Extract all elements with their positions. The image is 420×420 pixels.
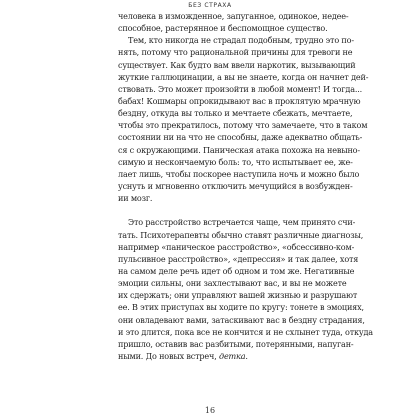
text-line: ее. В этих приступах вы ходите по кругу: тонете в эмоциях,	[118, 302, 364, 313]
text-line: тать. Психотерапевты обычно ставят различные диагнозы,	[118, 229, 364, 240]
text-line: чтобы это прекратилось, потому что замечаете, что в таком	[118, 120, 368, 131]
body-text	[118, 10, 373, 362]
text-line: человека в изможденное, запуганное, одинокое, недее-	[118, 11, 349, 21]
emphasized-word: детка.	[219, 350, 248, 361]
text-line-start: ными. До новых встреч,	[118, 350, 219, 361]
text-line: существует. Как будто вам ввели наркотик, вызывающий	[118, 59, 356, 70]
text-line: бездну, откуда вы только и мечтаете сбежать, мечтаете,	[118, 108, 353, 119]
text-line: и это длится, пока все не кончится и не схлынет туда, откуда	[118, 326, 373, 337]
text-line: состоянии ни на что не способны, даже адекватно общать-	[118, 132, 363, 143]
text-line: Тем, кто никогда не страдал подобным, трудно это по-	[128, 35, 354, 46]
text-line: лает лишь, чтобы поскорее наступила ночь и можно было	[118, 168, 360, 179]
text-line: способное, растерянное и беспомощное существо.	[118, 23, 328, 34]
text-line: например «паническое расстройство», «обсессивно-ком-	[118, 241, 355, 252]
text-line: ствовать. Это может произойти в любой момент! И тогда...	[118, 83, 363, 94]
text-line: жуткие галлюцинации, а вы не знаете, когда он начнет дей-	[118, 71, 369, 82]
text-line: на самом деле речь идет об одном и том же. Негативные	[118, 265, 355, 276]
text-line-final	[118, 350, 345, 362]
text-line: пульсивное расстройство», «депрессия» и так далее, хотя	[118, 253, 359, 264]
text-line: ся с окружающими. Паническая атака похожа на невыно-	[118, 144, 360, 155]
text-line: бабах! Кошмары опрокидывают вас в проклятую мрачную	[118, 95, 361, 106]
text-line: нять, потому что рациональной причины для тревоги не	[118, 47, 353, 58]
text-line: Это расстройство встречается чаще, чем принято счи-	[128, 217, 356, 228]
text-line: они овладевают вами, затаскивают вас в бездну страдания,	[118, 314, 365, 325]
text-line: пришло, оставив вас разбитыми, потерянными, напуган-	[118, 338, 354, 349]
paragraph-gap	[118, 204, 345, 216]
running-header: БЕЗ СТРАХА	[188, 2, 232, 9]
text-line: симую и нескончаемую боль: то, что испытывает ее, же-	[118, 156, 353, 167]
text-line: их сдержать; они управляют вашей жизнью и разрушают	[118, 290, 358, 301]
text-line: ии мозг.	[118, 193, 153, 204]
text-line: уснуть и мгновенно отключить мечущийся в возбужден-	[118, 180, 353, 191]
text-line: эмоции сильны, они захлестывают вас, и вы не можете	[118, 278, 347, 289]
page-number: 16	[204, 406, 216, 415]
